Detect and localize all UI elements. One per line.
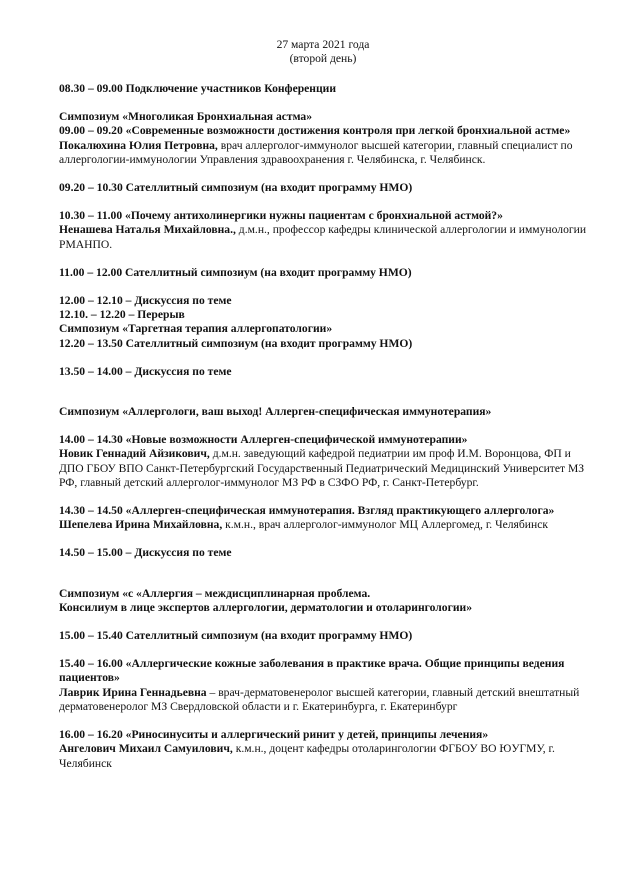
symposium-title: Симпозиум «Аллергологи, ваш выход! Аллерген-специфическая иммунотерапия» (59, 405, 492, 419)
program-item-satellite: 15.00 – 15.40 Сателлитный симпозиум (на входит программу НМО) (59, 629, 413, 643)
speaker: Ангелович Михаил Самуилович, к.м.н., доцент кафедры отоларингологии ФГБОУ ВО ЮУГМУ, г. Челябинск (59, 742, 555, 770)
program-item-satellite: 09.20 – 10.30 Сателлитный симпозиум (на входит программу НМО) (59, 181, 413, 195)
conference-date: 27 марта 2021 года (276, 38, 370, 51)
conference-day: (второй день) (289, 52, 357, 65)
symposium-title: Симпозиум «Многоликая Бронхиальная астма» (59, 110, 312, 124)
program-item: 15.40 – 16.00 «Аллергические кожные заболевания в практике врача. Общие принципы ведения пациентов» (59, 657, 565, 685)
program-item-satellite: 11.00 – 12.00 Сателлитный симпозиум (на входит программу НМО) (59, 265, 412, 279)
speaker: Новик Геннадий Айзикович, д.м.н. заведующий кафедрой педиатрии им проф И.М. Воронцова, ФП и ДПО ГБОУ ВПО Санкт-Петербургский Государственный Педиатрический Медицинский Университет МЗ РФ, главный детский аллерголог-иммунолог МЗ РФ в СЗФО РФ, г. Санкт-Петербург. (59, 447, 585, 489)
speaker: Лаврик Ирина Геннадьевна – врач-дерматовенеролог высшей категории, главный детский внештатный дерматовенеролог МЗ Свердловской области и г. Екатеринбурга, г. Екатеринбург (59, 685, 580, 713)
program-item: 14.00 – 14.30 «Новые возможности Аллерген-специфической иммунотерапии» (59, 433, 468, 447)
program-item: 16.00 – 16.20 «Риносинуситы и аллергический ринит у детей, принципы лечения» (59, 728, 489, 742)
program-item-satellite: 12.20 – 13.50 Сателлитный симпозиум (на входит программу НМО) (59, 336, 413, 350)
program-item-discussion: 12.00 – 12.10 – Дискуссия по теме (59, 294, 232, 308)
symposium-title: Симпозиум «Таргетная терапия аллергопатологии» (59, 322, 333, 336)
program-item: 14.30 – 14.50 «Аллерген-специфическая иммунотерапия. Взгляд практикующего аллерголога» (59, 504, 555, 518)
symposium-title: Симпозиум «с «Аллергия – междисциплинарная проблема. (59, 586, 371, 600)
program-item-opening: 08.30 – 09.00 Подключение участников Конференции (59, 82, 337, 95)
speaker: Ненашева Наталья Михайловна., д.м.н., профессор кафедры клинической аллергологии и иммунологии РМАНПО. (59, 223, 587, 251)
program-item-discussion: 13.50 – 14.00 – Дискуссия по теме (59, 364, 232, 378)
program-item-discussion: 14.50 – 15.00 – Дискуссия по теме (59, 546, 232, 560)
program-item: 10.30 – 11.00 «Почему антихолинергики нужны пациентам с бронхиальной астмой?» (59, 209, 503, 223)
speaker: Покалюхина Юлия Петровна, врач аллерголог-иммунолог высшей категории, главный специалист по аллергологии-иммунологии Управления здравоохранения г. Челябинска, г. Челябинск. (59, 138, 573, 166)
page-header (59, 38, 587, 66)
speaker: Шепелева Ирина Михайловна, к.м.н., врач аллерголог-иммунолог МЦ Аллергомед, г. Челябинск (59, 518, 548, 532)
symposium-subtitle: Консилиум в лице экспертов аллергологии, дерматологии и отоларингологии» (59, 600, 473, 614)
program-item: 09.00 – 09.20 «Современные возможности достижения контроля при легкой бронхиальной астме» (59, 124, 571, 138)
program-item-break: 12.10. – 12.20 – Перерыв (59, 308, 185, 322)
